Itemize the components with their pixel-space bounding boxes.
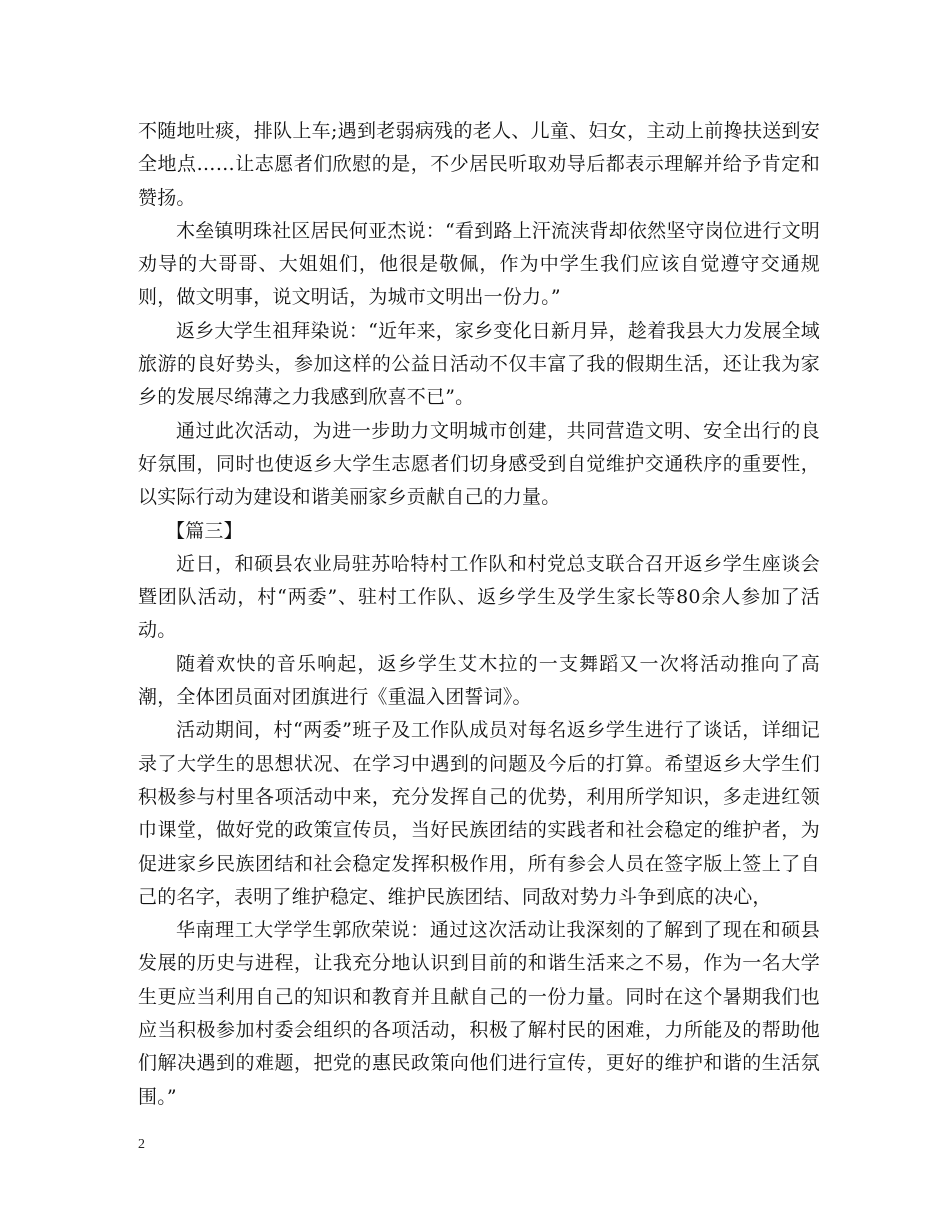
paragraph: 木垒镇明珠社区居民何亚杰说：“看到路上汗流浃背却依然坚守岗位进行文明劝导的大哥哥、大姐姐们，他很是敬佩，作为中学生我们应该自觉遵守交通规则，做文明事，说文明话，为城市文明出一份力。” <box>138 219 820 309</box>
paragraph: 近日，和硕县农业局驻苏哈特村工作队和村党总支联合召开返乡学生座谈会暨团队活动，村“两委”、驻村工作队、返乡学生及学生家长等80余人参加了活动。 <box>138 552 820 642</box>
paragraph: 通过此次活动，为进一步助力文明城市创建，共同营造文明、安全出行的良好氛围，同时也使返乡大学生志愿者们切身感受到自觉维护交通秩序的重要性，以实际行动为建设和谐美丽家乡贡献自己的力量。 <box>138 419 820 509</box>
paragraph: 随着欢快的音乐响起，返乡学生艾木拉的一支舞蹈又一次将活动推向了高潮，全体团员面对团旗进行《重温入团誓词》。 <box>138 652 820 709</box>
paragraph: 活动期间，村“两委”班子及工作队成员对每名返乡学生进行了谈话，详细记录了大学生的思想状况、在学习中遇到的问题及今后的打算。希望返乡大学生们积极参与村里各项活动中来，充分发挥自己的优势，利用所学知识，多走进红领巾课堂，做好党的政策宣传员，当好民族团结的实践者和社会稳定的维护者，为促进家乡民族团结和社会稳定发挥积极作用，所有参会人员在签字版上签上了自己的名字，表明了维护稳定、维护民族团结、同敌对势力斗争到底的决心， <box>138 719 820 908</box>
document-body <box>138 115 820 1114</box>
paragraph: 不随地吐痰，排队上车;遇到老弱病残的老人、儿童、妇女，主动上前搀扶送到安全地点……让志愿者们欣慰的是，不少居民听取劝导后都表示理解并给予肯定和赞扬。 <box>138 120 820 209</box>
paragraph: 华南理工大学学生郭欣荣说：通过这次活动让我深刻的了解到了现在和硕县发展的历史与进程，让我充分地认识到目前的和谐生活来之不易，作为一名大学生更应当利用自己的知识和教育并且献自己的一份力量。同时在这个暑期我们也应当积极参加村委会组织的各项活动，积极了解村民的困难，力所能及的帮助他们解决遇到的难题，把党的惠民政策向他们进行宣传，更好的维护和谐的生活氛围。” <box>138 919 820 1108</box>
page-number: 2 <box>138 1137 145 1152</box>
paragraph: 返乡大学生祖拜染说：“近年来，家乡变化日新月异，趁着我县大力发展全域旅游的良好势头，参加这样的公益日活动不仅丰富了我的假期生活，还让我为家乡的发展尽绵薄之力我感到欣喜不已”。 <box>138 319 820 409</box>
section-heading: 【篇三】 <box>166 519 243 542</box>
